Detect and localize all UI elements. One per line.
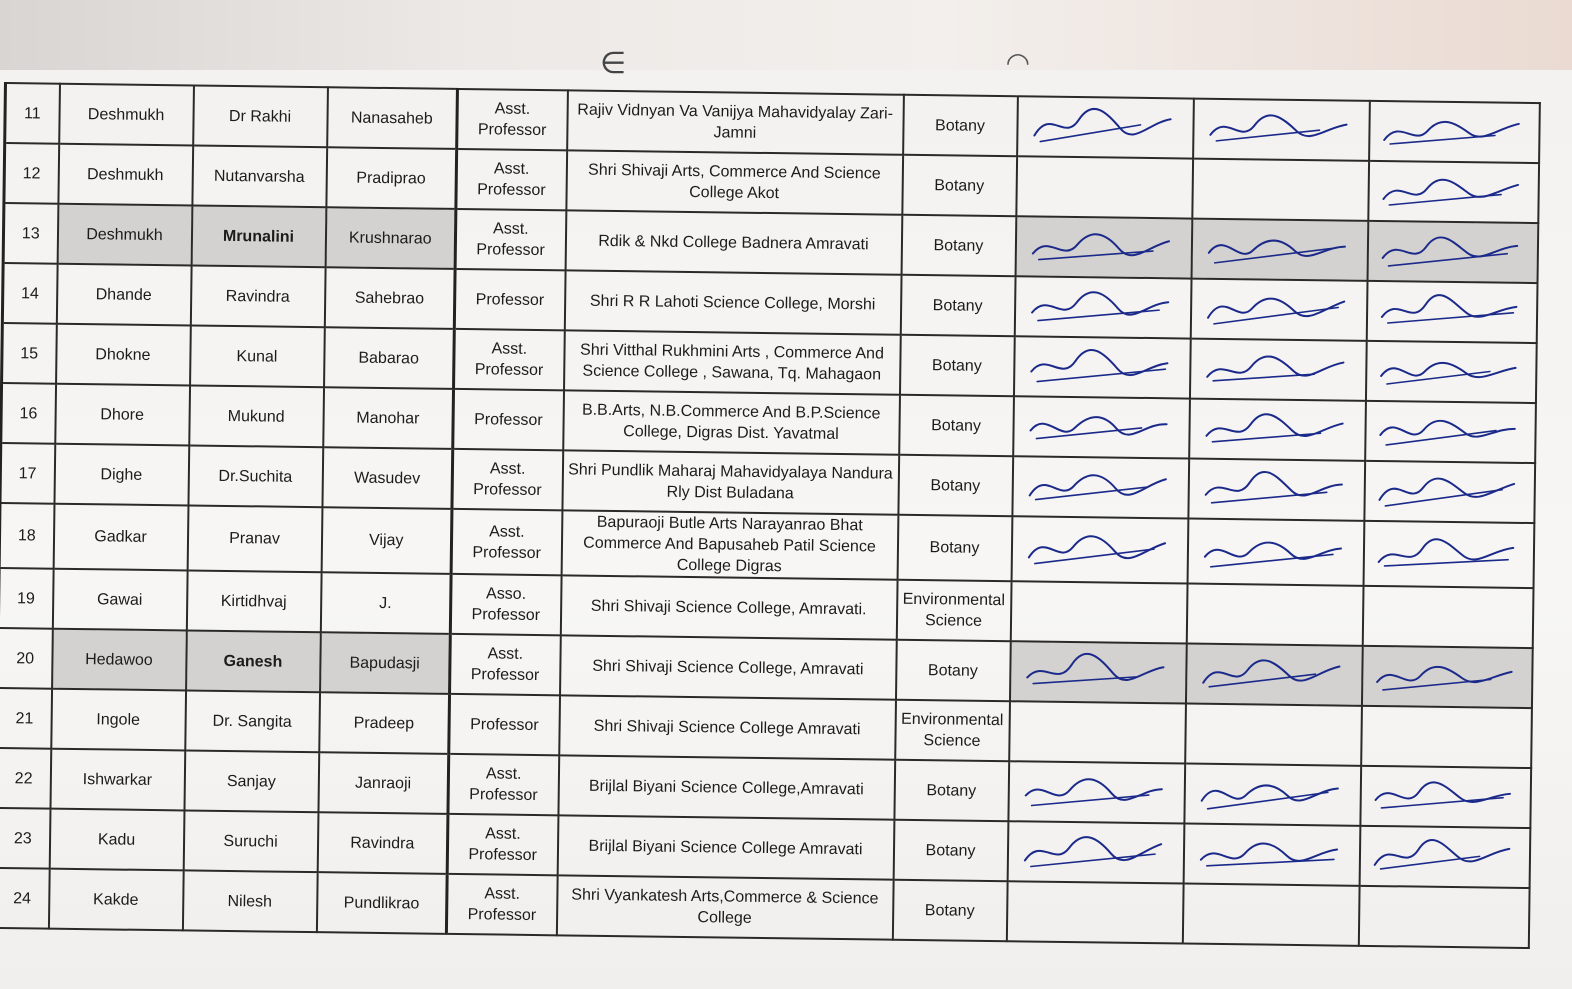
signature-mark xyxy=(1014,337,1189,397)
signature-mark xyxy=(1366,402,1535,462)
signature-cell xyxy=(1185,644,1362,706)
middle-name-cell: Ravindra xyxy=(317,812,448,874)
subject-cell: Botany xyxy=(893,820,1008,881)
middle-name-cell: Nanasaheb xyxy=(327,87,458,149)
signature-mark xyxy=(1191,280,1366,340)
first-name-cell: Dr. Sangita xyxy=(185,690,320,752)
college-cell: Shri Vyankatesh Arts,Commerce & Science College xyxy=(556,875,893,939)
signature-cell xyxy=(1192,159,1369,221)
middle-name-cell: Vijay xyxy=(321,507,452,574)
signature-cell xyxy=(1363,521,1534,588)
signature-cell xyxy=(1368,161,1539,223)
surname-cell: Kadu xyxy=(49,809,184,871)
signature-cell xyxy=(1365,341,1536,403)
college-cell: Shri Vitthal Rukhmini Arts , Commerce And Science College , Sawana, Tq. Mahagaon xyxy=(564,330,901,394)
signature-cell xyxy=(1360,766,1531,828)
signature-mark xyxy=(1009,762,1184,822)
college-cell: Shri Shivaji Science College Amravati xyxy=(559,695,896,759)
signature-mark xyxy=(1010,642,1185,702)
subject-cell: Botany xyxy=(895,640,1010,701)
surname-cell: Hedawoo xyxy=(52,629,187,691)
signature-cell xyxy=(1367,221,1538,283)
middle-name-cell: Wasudev xyxy=(322,447,453,509)
punch-marks xyxy=(600,46,1030,86)
signature-mark xyxy=(1012,520,1187,580)
serial-number-cell: 16 xyxy=(1,383,56,444)
table-body xyxy=(0,83,1539,948)
first-name-cell: Kunal xyxy=(190,325,325,387)
first-name-cell: Dr Rakhi xyxy=(193,85,328,147)
signature-cell xyxy=(1188,459,1365,521)
serial-number-cell: 12 xyxy=(4,143,59,204)
surname-cell: Deshmukh xyxy=(59,84,194,146)
signature-cell xyxy=(1362,586,1533,648)
subject-cell: Environmental Science xyxy=(896,580,1011,641)
signature-cell xyxy=(1007,821,1184,883)
surname-cell: Kakde xyxy=(48,869,183,931)
signature-mark xyxy=(1370,102,1539,162)
designation-cell: Asst. Professor xyxy=(446,874,557,935)
serial-number-cell: 23 xyxy=(0,808,50,869)
middle-name-cell: Pradeep xyxy=(319,692,450,754)
middle-name-cell: Bapudasji xyxy=(320,632,451,694)
signature-mark xyxy=(1369,162,1538,222)
signature-mark xyxy=(1014,397,1189,457)
signature-cell xyxy=(1013,336,1190,398)
signature-cell xyxy=(1009,701,1186,763)
signature-mark xyxy=(1184,825,1359,885)
signature-mark xyxy=(1365,462,1534,522)
designation-cell: Asst. Professor xyxy=(455,209,566,270)
designation-cell: Professor xyxy=(453,389,564,450)
signature-cell xyxy=(1014,276,1191,338)
surname-cell: Gawai xyxy=(52,569,187,631)
middle-name-cell: Pundlikrao xyxy=(316,872,447,934)
signature-cell xyxy=(1184,764,1361,826)
serial-number-cell: 11 xyxy=(5,83,60,144)
surname-cell: Dighe xyxy=(54,444,189,506)
attendance-sheet xyxy=(0,82,1540,949)
signature-mark xyxy=(1194,100,1369,160)
subject-cell: Botany xyxy=(902,155,1017,216)
first-name-cell: Nutanvarsha xyxy=(192,145,327,207)
signature-cell xyxy=(1365,401,1536,463)
first-name-cell: Suruchi xyxy=(183,810,318,872)
subject-cell: Botany xyxy=(900,275,1015,336)
signature-cell xyxy=(1189,339,1366,401)
surname-cell: Gadkar xyxy=(53,504,188,571)
college-cell: Rajiv Vidnyan Va Vanijya Mahavidyalay Zari-Jamni xyxy=(567,90,904,154)
signature-cell xyxy=(1191,219,1368,281)
subject-cell: Botany xyxy=(894,760,1009,821)
signature-cell xyxy=(1185,704,1362,766)
serial-number-cell: 14 xyxy=(2,263,57,324)
designation-cell: Asst. Professor xyxy=(454,329,565,390)
signature-mark xyxy=(1190,400,1365,460)
designation-cell: Asst. Professor xyxy=(450,634,561,695)
signature-cell xyxy=(1183,824,1360,886)
signature-mark xyxy=(1190,340,1365,400)
subject-cell: Botany xyxy=(899,335,1014,396)
signature-mark xyxy=(1368,222,1537,282)
signature-cell xyxy=(1186,584,1363,646)
signature-cell xyxy=(1361,706,1532,768)
signature-mark xyxy=(1015,277,1190,337)
signature-cell xyxy=(1358,886,1529,948)
first-name-cell: Pranav xyxy=(187,505,322,572)
serial-number-cell: 18 xyxy=(0,503,54,569)
middle-name-cell: Manohar xyxy=(323,387,454,449)
college-cell: Brijlal Biyani Science College,Amravati xyxy=(558,755,895,819)
signature-mark xyxy=(1361,767,1530,827)
serial-number-cell: 20 xyxy=(0,628,52,689)
signature-cell xyxy=(1006,881,1183,943)
signature-mark xyxy=(1366,342,1535,402)
first-name-cell: Kirtidhvaj xyxy=(186,570,321,632)
college-cell: B.B.Arts, N.B.Commerce And B.P.Science College, Digras Dist. Yavatmal xyxy=(563,390,900,454)
serial-number-cell: 19 xyxy=(0,568,53,629)
subject-cell: Botany xyxy=(898,455,1013,516)
signature-cell xyxy=(1187,519,1364,586)
surname-cell: Dhore xyxy=(55,384,190,446)
subject-cell: Botany xyxy=(899,395,1014,456)
designation-cell: Asst. Professor xyxy=(452,449,563,510)
middle-name-cell: Janraoji xyxy=(318,752,449,814)
signature-cell xyxy=(1012,456,1189,518)
first-name-cell: Mukund xyxy=(189,385,324,447)
signature-mark xyxy=(1185,765,1360,825)
signature-cell xyxy=(1011,516,1188,583)
designation-cell: Asst. Professor xyxy=(457,89,568,150)
college-cell: Brijlal Biyani Science College Amravati xyxy=(557,815,894,879)
signature-mark xyxy=(1362,647,1531,707)
signature-cell xyxy=(1364,461,1535,523)
college-cell: Shri Shivaji Arts, Commerce And Science College Akot xyxy=(566,150,903,214)
first-name-cell: Ravindra xyxy=(190,265,325,327)
signature-cell xyxy=(1008,761,1185,823)
signature-mark xyxy=(1018,97,1193,157)
middle-name-cell: Pradiprao xyxy=(326,147,457,209)
college-cell: Shri R R Lahoti Science College, Morshi xyxy=(564,270,901,334)
attendance-table xyxy=(0,82,1540,949)
designation-cell: Asst. Professor xyxy=(451,509,562,575)
designation-cell: Professor xyxy=(449,694,560,755)
signature-cell xyxy=(1359,826,1530,888)
college-cell: Shri Shivaji Science College, Amravati. xyxy=(560,575,897,639)
signature-mark xyxy=(1016,217,1191,277)
signature-cell xyxy=(1189,399,1366,461)
serial-number-cell: 13 xyxy=(3,203,58,264)
serial-number-cell: 15 xyxy=(2,323,57,384)
middle-name-cell: Babarao xyxy=(324,327,455,389)
serial-number-cell: 22 xyxy=(0,748,51,809)
first-name-cell: Dr.Suchita xyxy=(188,445,323,507)
college-cell: Rdik & Nkd College Badnera Amravati xyxy=(565,210,902,274)
surname-cell: Deshmukh xyxy=(58,144,193,206)
signature-cell xyxy=(1369,101,1540,163)
subject-cell: Botany xyxy=(892,880,1007,941)
designation-cell: Asso. Professor xyxy=(450,574,561,635)
first-name-cell: Sanjay xyxy=(184,750,319,812)
signature-cell xyxy=(1190,279,1367,341)
signature-cell xyxy=(1015,216,1192,278)
signature-mark xyxy=(1364,524,1533,584)
surname-cell: Ishwarkar xyxy=(50,749,185,811)
signature-cell xyxy=(1361,646,1532,708)
punch-mark-icon: ∈ xyxy=(600,47,627,80)
surname-cell: Dhokne xyxy=(56,324,191,386)
signature-mark xyxy=(1013,457,1188,517)
signature-mark xyxy=(1188,522,1363,582)
subject-cell: Environmental Science xyxy=(895,700,1010,761)
surname-cell: Dhande xyxy=(56,264,191,326)
signature-cell xyxy=(1010,581,1187,643)
surname-cell: Ingole xyxy=(51,689,186,751)
signature-cell xyxy=(1009,641,1186,703)
surname-cell: Deshmukh xyxy=(57,204,192,266)
signature-cell xyxy=(1366,281,1537,343)
designation-cell: Asst. Professor xyxy=(447,814,558,875)
punch-mark-icon: ◠ xyxy=(1005,47,1030,78)
designation-cell: Professor xyxy=(454,269,565,330)
college-cell: Shri Shivaji Science College, Amravati xyxy=(560,635,897,699)
serial-number-cell: 21 xyxy=(0,688,52,749)
signature-mark xyxy=(1008,822,1183,882)
college-cell: Shri Pundlik Maharaj Mahavidyalaya Nandura Rly Dist Buladana xyxy=(562,450,899,514)
middle-name-cell: Sahebrao xyxy=(324,267,455,329)
college-cell: Bapuraoji Butle Arts Narayanrao Bhat Commerce And Bapusaheb Patil Science College Digras xyxy=(561,510,898,579)
signature-mark xyxy=(1367,282,1536,342)
signature-cell xyxy=(1182,884,1359,946)
middle-name-cell: J. xyxy=(320,572,451,634)
designation-cell: Asst. Professor xyxy=(456,149,567,210)
signature-mark xyxy=(1192,220,1367,280)
signature-mark xyxy=(1360,827,1529,887)
signature-mark xyxy=(1189,460,1364,520)
first-name-cell: Ganesh xyxy=(186,630,321,692)
serial-number-cell: 24 xyxy=(0,868,49,929)
subject-cell: Botany xyxy=(901,215,1016,276)
signature-cell xyxy=(1016,156,1193,218)
subject-cell: Botany xyxy=(897,515,1012,581)
signature-mark xyxy=(1186,645,1361,705)
serial-number-cell: 17 xyxy=(0,443,55,504)
first-name-cell: Mrunalini xyxy=(191,205,326,267)
designation-cell: Asst. Professor xyxy=(448,754,559,815)
subject-cell: Botany xyxy=(903,95,1018,156)
middle-name-cell: Krushnarao xyxy=(325,207,456,269)
signature-cell xyxy=(1017,96,1194,158)
signature-cell xyxy=(1193,99,1370,161)
first-name-cell: Nilesh xyxy=(182,870,317,932)
signature-cell xyxy=(1013,396,1190,458)
